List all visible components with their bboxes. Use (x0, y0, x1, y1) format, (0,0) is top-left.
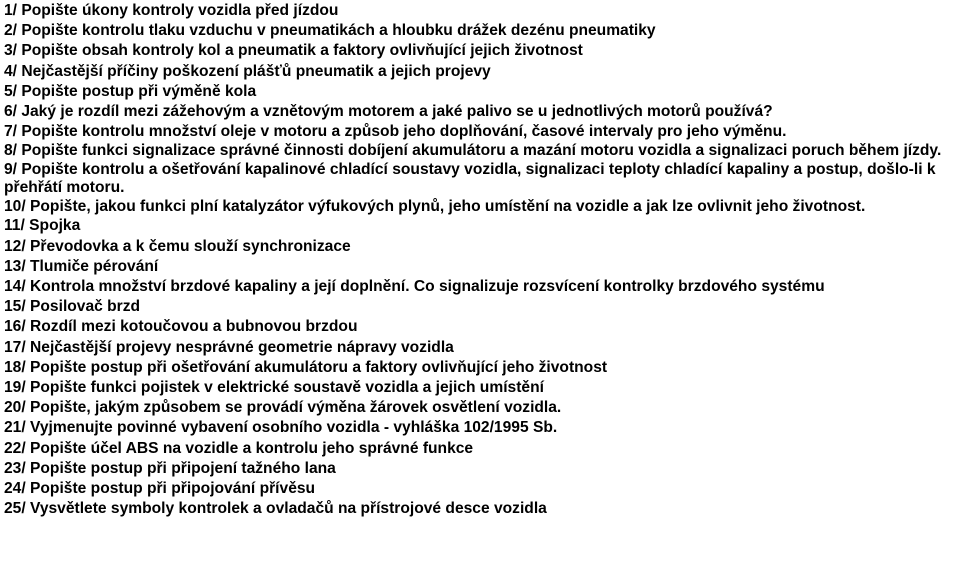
question-list (4, 1, 958, 519)
question-13: 13/ Tlumiče pérování (4, 257, 159, 275)
question-15: 15/ Posilovač brzd (4, 298, 141, 316)
question-8: 8/ Popište funkci signalizace správné činnosti dobíjení akumulátoru a mazání motoru vozidla a signalizaci poruch během jízdy. (4, 142, 942, 160)
question-10: 10/ Popište, jakou funkci plní katalyzátor výfukových plynů, jeho umístění na vozidle a jak lze ovlivnit jeho životnost. (4, 197, 866, 215)
question-16: 16/ Rozdíl mezi kotoučovou a bubnovou brzdou (4, 318, 358, 336)
question-9: 9/ Popište kontrolu a ošetřování kapalinové chladící soustavy vozidla, signalizaci teploty chladící kapaliny a postup, došlo-li k přehřátí motoru. (4, 160, 936, 197)
question-14: 14/ Kontrola množství brzdové kapaliny a její doplnění. Co signalizuje rozsvícení kontrolky brzdového systému (4, 278, 825, 296)
question-19: 19/ Popište funkci pojistek v elektrické soustavě vozidla a jejich umístění (4, 379, 544, 397)
question-17: 17/ Nejčastější projevy nesprávné geometrie nápravy vozidla (4, 338, 454, 356)
question-22: 22/ Popište účel ABS na vozidle a kontrolu jeho správné funkce (4, 439, 474, 457)
question-18: 18/ Popište postup při ošetřování akumulátoru a faktory ovlivňující jeho životnost (4, 358, 608, 376)
question-20: 20/ Popište, jakým způsobem se provádí výměna žárovek osvětlení vozidla. (4, 399, 562, 417)
question-3: 3/ Popište obsah kontroly kol a pneumatik a faktory ovlivňující jejich životnost (4, 42, 583, 60)
question-21: 21/ Vyjmenujte povinné vybavení osobního vozidla - vyhláška 102/1995 Sb. (4, 419, 558, 437)
question-6: 6/ Jaký je rozdíl mezi zážehovým a vznětovým motorem a jaké palivo se u jednotlivých motorů používá? (4, 103, 773, 121)
question-25: 25/ Vysvětlete symboly kontrolek a ovladačů na přístrojové desce vozidla (4, 500, 547, 518)
question-12: 12/ Převodovka a k čemu slouží synchronizace (4, 237, 351, 255)
question-4: 4/ Nejčastější příčiny poškození plášťů pneumatik a jejich projevy (4, 62, 491, 80)
question-11: 11/ Spojka (4, 217, 81, 235)
question-23: 23/ Popište postup při připojení tažného lana (4, 459, 336, 477)
question-2: 2/ Popište kontrolu tlaku vzduchu v pneumatikách a hloubku drážek dezénu pneumatiky (4, 22, 656, 40)
question-5: 5/ Popište postup při výměně kola (4, 82, 257, 100)
question-24: 24/ Popište postup při připojování přívěsu (4, 480, 316, 498)
question-1: 1/ Popište úkony kontroly vozidla před jízdou (4, 2, 339, 19)
question-7: 7/ Popište kontrolu množství oleje v motoru a způsob jeho doplňování, časové intervaly pro jeho výměnu. (4, 123, 787, 141)
